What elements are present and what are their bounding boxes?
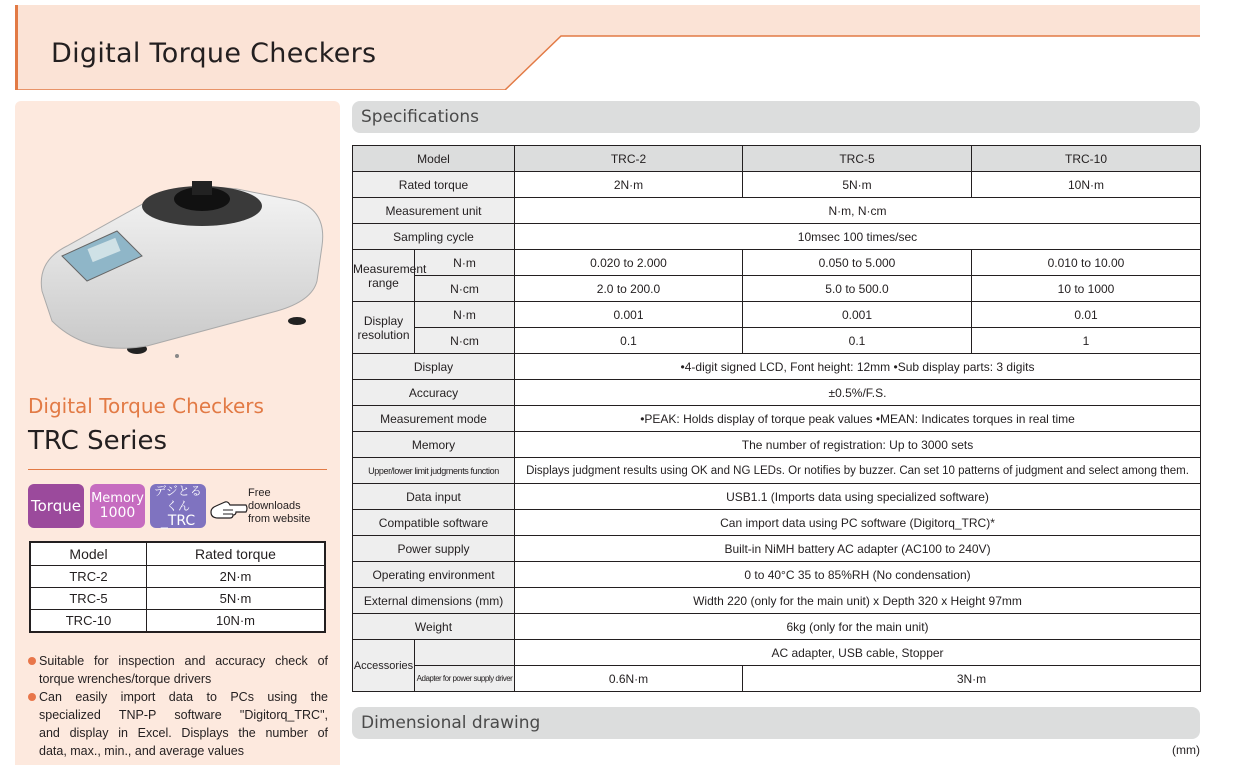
row-label: Operating environment: [353, 562, 515, 588]
table-cell: 6kg (only for the main unit): [515, 614, 1201, 640]
table-cell: 10N·m: [972, 172, 1201, 198]
table-header-row: [353, 146, 1201, 172]
page-title: Digital Torque Checkers: [51, 38, 377, 69]
table-cell: 5N·m: [147, 588, 326, 610]
table-cell: 0.010 to 10.00: [972, 250, 1201, 276]
table-row: [353, 458, 1201, 484]
table-cell: Width 220 (only for the main unit) x Depth 320 x Height 97mm: [515, 588, 1201, 614]
product-photo-icon: [27, 161, 327, 426]
table-row: [353, 432, 1201, 458]
feature-list: [28, 652, 328, 760]
table-row: [353, 276, 1201, 302]
table-cell: TRC-5: [30, 588, 147, 610]
free-download-note: [248, 487, 310, 526]
unit-label: (mm): [1172, 743, 1200, 757]
unit-label: N·m: [415, 250, 515, 276]
software-badge-line2: _TRC: [160, 512, 196, 529]
table-row: [353, 484, 1201, 510]
table-row: [353, 640, 1201, 666]
table-cell: 10msec 100 times/sec: [515, 224, 1201, 250]
table-cell: AC adapter, USB cable, Stopper: [515, 640, 1201, 666]
row-label-text: Display resolution: [357, 313, 410, 342]
table-cell: [415, 640, 515, 666]
list-item: [28, 652, 328, 688]
table-row: [30, 566, 325, 588]
row-label: Memory: [353, 432, 515, 458]
list-item-line: torque wrenches/torque drivers: [39, 672, 212, 686]
table-cell: •PEAK: Holds display of torque peak values •MEAN: Indicates torques in real time: [515, 406, 1201, 432]
table-cell: N·m, N·cm: [515, 198, 1201, 224]
divider: [28, 469, 327, 470]
table-row: [353, 224, 1201, 250]
list-item-line: Suitable for inspection and accuracy check of: [39, 654, 328, 668]
list-item-line: data, max., min., and average values: [39, 744, 244, 758]
memory-badge: [90, 484, 145, 528]
row-label: External dimensions (mm): [353, 588, 515, 614]
table-cell: USB1.1 (Imports data using specialized software): [515, 484, 1201, 510]
pointing-hand-icon: [208, 497, 248, 521]
table-cell: 0.1: [743, 328, 972, 354]
row-label: Power supply: [353, 536, 515, 562]
table-cell: 0.6N·m: [515, 666, 743, 692]
table-cell: 5N·m: [743, 172, 972, 198]
specifications-table: [352, 145, 1201, 692]
dimensional-drawing-heading: Dimensional drawing: [352, 707, 1200, 739]
row-label: Measurement mode: [353, 406, 515, 432]
table-cell: 0 to 40°C 35 to 85%RH (No condensation): [515, 562, 1201, 588]
unit-label: N·cm: [415, 328, 515, 354]
row-label: Data input: [353, 484, 515, 510]
table-row: [353, 562, 1201, 588]
row-label: Display: [353, 354, 515, 380]
row-label: Upper/lower limit judgments function: [353, 458, 515, 484]
table-cell: 1: [972, 328, 1201, 354]
list-item-line: Can easily import data to PCs using the: [39, 690, 328, 704]
row-label: Measurement unit: [353, 198, 515, 224]
torque-badge-label: Torque: [31, 497, 81, 515]
table-row: [353, 250, 1201, 276]
free-download-line: Free: [248, 487, 271, 499]
specifications-heading: Specifications: [352, 101, 1200, 133]
table-row: [30, 610, 325, 633]
unit-label: N·cm: [415, 276, 515, 302]
table-cell: 0.050 to 5.000: [743, 250, 972, 276]
list-item-line: specialized TNP-P software "Digitorq_TRC",: [39, 708, 328, 722]
unit-label: N·m: [415, 302, 515, 328]
free-download-line: from website: [248, 513, 311, 525]
table-cell: 2N·m: [515, 172, 743, 198]
table-cell: 3N·m: [743, 666, 1201, 692]
table-cell: 0.1: [515, 328, 743, 354]
row-label: [353, 640, 415, 692]
table-header-row: [30, 542, 325, 566]
table-row: [353, 354, 1201, 380]
table-cell: TRC-2: [30, 566, 147, 588]
software-badge-line1: デジとるくん: [154, 483, 202, 513]
table-row: [30, 588, 325, 610]
table-cell: 2N·m: [147, 566, 326, 588]
row-label: [353, 250, 427, 302]
row-label-text: Measurement range: [353, 261, 427, 290]
table-cell: Built-in NiMH battery AC adapter (AC100 to 240V): [515, 536, 1201, 562]
table-row: [353, 328, 1201, 354]
table-cell: •4-digit signed LCD, Font height: 12mm •Sub display parts: 3 digits: [515, 354, 1201, 380]
table-row: [353, 198, 1201, 224]
table-cell: 0.020 to 2.000: [515, 250, 743, 276]
row-label: Rated torque: [353, 172, 515, 198]
table-row: [353, 536, 1201, 562]
column-header: Model: [30, 542, 147, 566]
column-header: TRC-5: [743, 146, 972, 172]
column-header: TRC-10: [972, 146, 1201, 172]
row-label: Sampling cycle: [353, 224, 515, 250]
table-row: [353, 666, 1201, 692]
row-label: [353, 302, 415, 354]
torque-badge: [28, 484, 84, 528]
table-cell: 10 to 1000: [972, 276, 1201, 302]
product-subtitle: Digital Torque Checkers: [28, 394, 264, 418]
table-cell: Can import data using PC software (Digitorq_TRC)*: [515, 510, 1201, 536]
table-cell: 2.0 to 200.0: [515, 276, 743, 302]
table-cell: 0.001: [743, 302, 972, 328]
product-series: TRC Series: [28, 426, 168, 456]
memory-badge-label: Memory: [91, 491, 144, 506]
table-cell: 5.0 to 500.0: [743, 276, 972, 302]
free-download-line: downloads: [248, 500, 301, 512]
column-header: Model: [353, 146, 515, 172]
row-label: Weight: [353, 614, 515, 640]
table-row: [353, 172, 1201, 198]
table-row: [353, 588, 1201, 614]
software-badge: [150, 484, 206, 528]
list-item-line: and display in Excel. Displays the number of: [39, 726, 328, 740]
table-cell: 0.001: [515, 302, 743, 328]
table-row: [353, 302, 1201, 328]
table-row: [353, 406, 1201, 432]
memory-badge-count: 1000: [99, 505, 136, 521]
row-label: Compatible software: [353, 510, 515, 536]
page-header: [15, 5, 1200, 90]
table-cell: The number of registration: Up to 3000 sets: [515, 432, 1201, 458]
table-row: [353, 614, 1201, 640]
row-label: Accuracy: [353, 380, 515, 406]
list-item: [28, 688, 328, 760]
row-label-text: Accessories: [353, 659, 414, 672]
table-cell: ±0.5%/F.S.: [515, 380, 1201, 406]
table-cell: TRC-10: [30, 610, 147, 633]
column-header: Rated torque: [147, 542, 326, 566]
column-header: TRC-2: [515, 146, 743, 172]
table-row: [353, 510, 1201, 536]
table-cell: 10N·m: [147, 610, 326, 633]
rated-torque-table: [29, 541, 326, 633]
unit-label: Adapter for power supply driver: [415, 666, 515, 692]
table-row: [353, 380, 1201, 406]
product-panel: [15, 101, 340, 765]
table-cell: Displays judgment results using OK and NG LEDs. Or notifies by buzzer. Can set 10 patterns of judgment and select among them.: [515, 458, 1201, 484]
table-cell: 0.01: [972, 302, 1201, 328]
